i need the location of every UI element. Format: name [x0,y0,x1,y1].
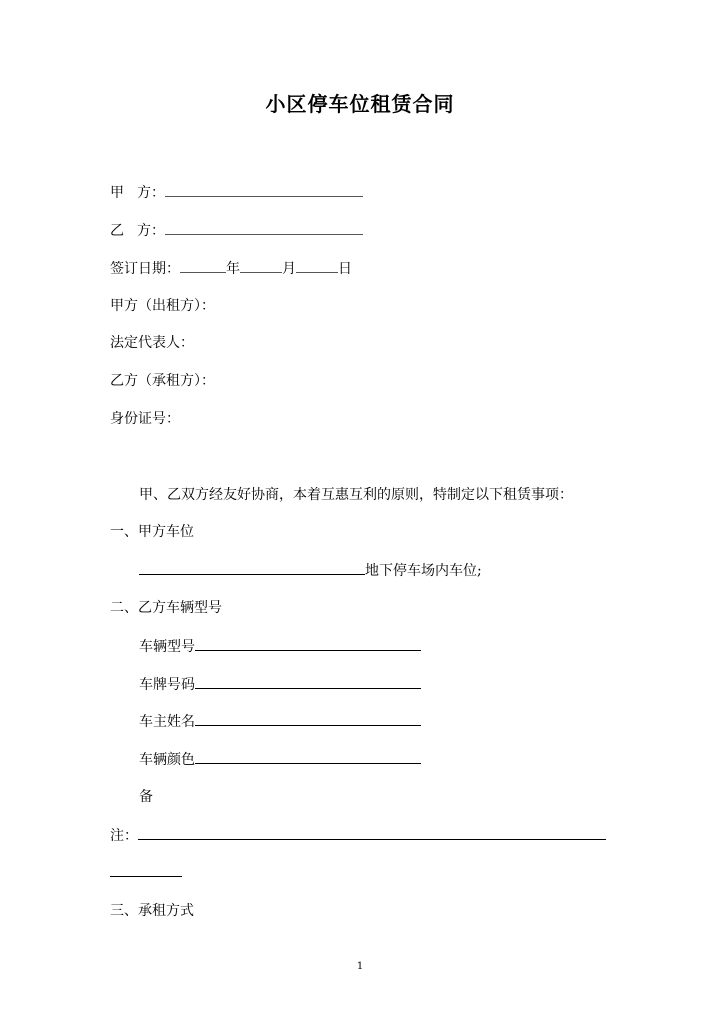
plate-number-blank[interactable] [195,674,421,689]
day-label: 日 [338,261,352,277]
id-number-label: 身份证号： [110,411,180,427]
remark-blank[interactable] [138,825,606,840]
vehicle-model-line [139,636,421,657]
page-number: 1 [356,961,364,972]
lessee-label: 乙方（承租方）： [110,373,215,389]
sign-date-line [110,258,352,279]
party-b-suffix: 方： [137,223,165,239]
parking-location-suffix: 地下停车场内车位; [365,563,482,579]
remark-line [110,825,606,846]
year-label: 年 [226,261,240,277]
party-b-line [110,220,363,241]
owner-name-label: 车主姓名 [139,714,195,730]
month-label: 月 [282,261,296,277]
vehicle-color-line [139,749,421,770]
plate-number-line [139,674,421,695]
owner-name-line [139,711,421,732]
party-b-label: 乙 [110,223,137,239]
day-blank[interactable] [296,258,338,273]
vehicle-color-blank[interactable] [195,749,421,764]
parking-location-blank[interactable] [139,560,365,575]
party-b-blank[interactable] [165,220,363,235]
party-a-suffix: 方： [137,185,165,201]
parking-location-line [139,560,482,581]
vehicle-model-label: 车辆型号 [139,639,195,655]
intro-paragraph: 甲、乙双方经友好协商，本着互惠互利的原则，特制定以下租赁事项： [139,487,573,503]
section3-heading: 三、承租方式 [110,903,194,919]
year-blank[interactable] [180,258,226,273]
remark-label: 注： [110,828,138,844]
lessor-label: 甲方（出租方）： [110,298,215,314]
section1-heading: 一、甲方车位 [110,524,194,540]
section2-heading: 二、乙方车辆型号 [110,600,222,616]
vehicle-color-label: 车辆颜色 [139,752,195,768]
legal-rep-label: 法定代表人： [110,335,194,351]
party-a-line [110,182,363,203]
remark-top: 备 [139,789,153,805]
party-a-blank[interactable] [165,182,363,197]
month-blank[interactable] [240,258,282,273]
vehicle-model-blank[interactable] [195,636,421,651]
remark-continuation-blank[interactable] [110,876,182,877]
owner-name-blank[interactable] [195,711,421,726]
party-a-label: 甲 [110,185,137,201]
plate-number-label: 车牌号码 [139,677,195,693]
document-title: 小区停车位租赁合同 [265,92,455,116]
sign-date-label: 签订日期： [110,261,180,277]
